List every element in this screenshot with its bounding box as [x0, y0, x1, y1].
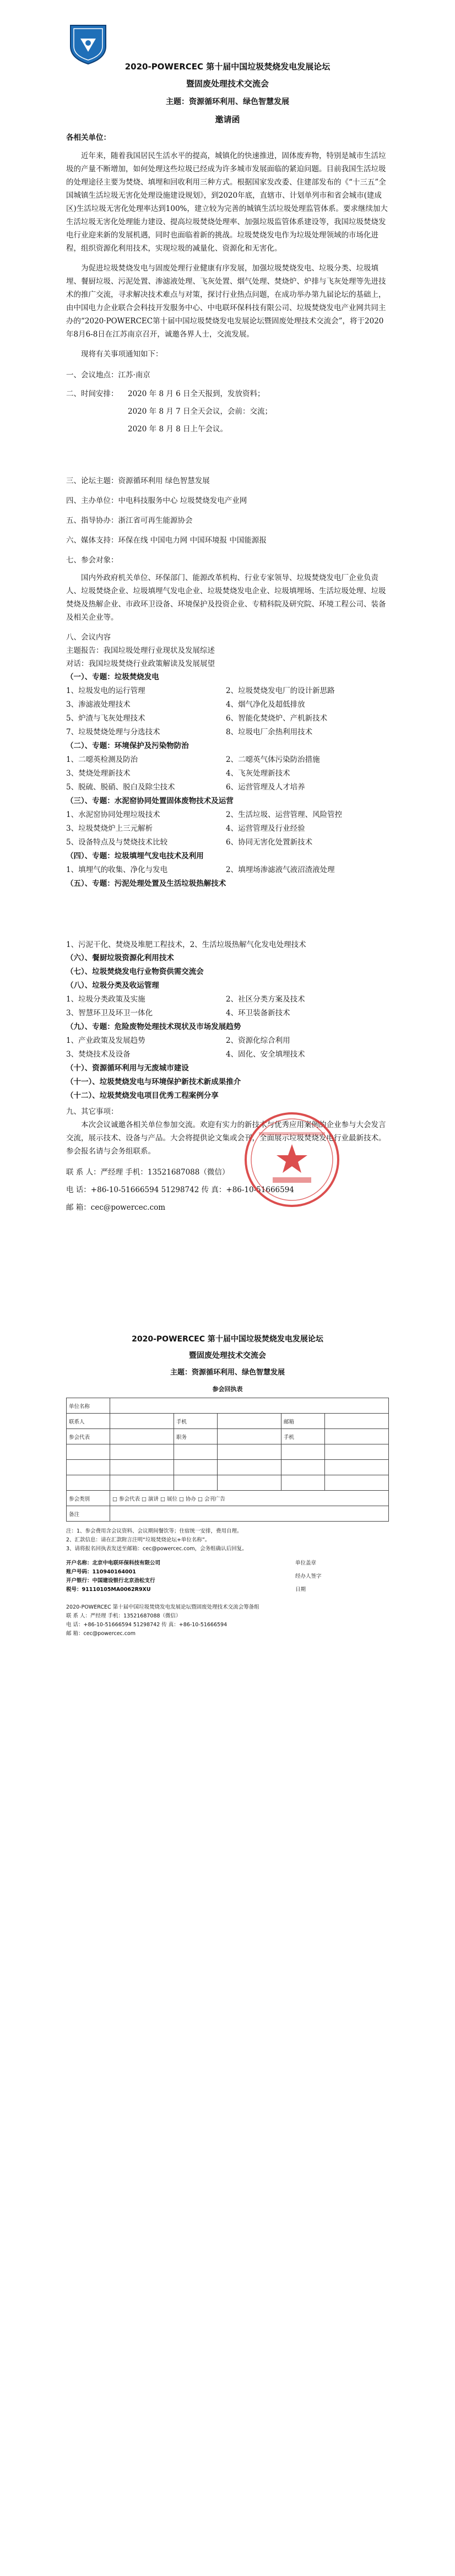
bank-account-number: 账户号码：110940164001	[66, 1569, 136, 1575]
footer-organizer: 2020-POWERCEC 第十届中国垃圾焚烧发电发展论坛暨固废处理技术交流会筹备组	[66, 1604, 259, 1610]
topic-1-item: 4、烟气净化及超低排放	[226, 700, 305, 709]
form-input-cell[interactable]	[110, 1398, 389, 1414]
form-label-cell	[281, 1475, 325, 1491]
form-input-cell[interactable]	[110, 1444, 174, 1460]
topic-1-title: （一）、专题：垃圾焚烧发电	[66, 673, 159, 681]
topic-2-item: 2、二噁英气体污染防治措施	[226, 755, 320, 764]
invitation-heading: 邀请函	[215, 115, 240, 125]
form-row	[67, 1491, 389, 1506]
form-label-cell: 职务	[174, 1429, 218, 1444]
content-label: 八、会议内容	[66, 633, 111, 642]
topic-2-title: （二）、专题：环境保护及污染物防治	[66, 742, 189, 750]
topic-9-item: 3、焚烧技术及设备	[66, 1050, 131, 1059]
topic-1-item: 3、渗滤液处理技术	[66, 700, 131, 709]
form-row	[67, 1398, 389, 1414]
topic-1-item: 5、炉渣与飞灰处理技术	[66, 714, 145, 723]
form-input-cell[interactable]	[110, 1460, 174, 1475]
form-label-cell	[281, 1460, 325, 1475]
topic-8-item: 1、垃圾分类政策及实施	[66, 995, 145, 1004]
media-support-line: 六、媒体支持：环保在线 中国电力网 中国环境报 中国能源报	[66, 536, 267, 545]
form-label-cell: 参会代表	[67, 1429, 110, 1444]
form-label-cell: 参会类别	[67, 1491, 110, 1506]
form-input-cell[interactable]	[325, 1460, 389, 1475]
meeting-time-label: 二、时间安排：	[66, 389, 118, 398]
form-input-cell[interactable]: □ 参会代表 □ 演讲 □ 展位 □ 协办 □ 会刊广告	[110, 1491, 389, 1506]
topic-4-item: 1、填埋气的收集、净化与发电	[66, 865, 168, 874]
topic-3-item: 5、设备特点及与焚烧技术比较	[66, 838, 168, 847]
form-label-cell	[174, 1460, 218, 1475]
organizers-line: 四、主办单位：中电科技服务中心 垃圾焚烧发电产业网	[66, 496, 247, 505]
form-input-cell[interactable]	[218, 1414, 281, 1429]
forum-subtitle: 暨固废处理技术交流会	[186, 79, 269, 89]
form-input-cell[interactable]	[218, 1460, 281, 1475]
tax-number: 税号：91110105MA0062R9XU	[66, 1587, 151, 1593]
topic-9-title: （九）、专题：危险废物处理技术现状及市场发展趋势	[66, 1022, 241, 1031]
sign-unit-seal: 单位盖章	[295, 1560, 317, 1566]
notice-lead: 现将有关事项通知如下：	[81, 350, 163, 359]
topic-1-item: 8、垃圾电厂余热利用技术	[226, 728, 313, 737]
footer-email[interactable]: 邮 箱：cec@powercec.com	[66, 1631, 136, 1637]
form-input-cell[interactable]	[325, 1429, 389, 1444]
audience-label: 七、参会对象：	[66, 556, 118, 565]
topic-2-item: 6、运营管理及人才培养	[226, 783, 305, 792]
form-row	[67, 1475, 389, 1491]
sign-date: 日期	[295, 1587, 306, 1593]
form-label-cell: 手机	[281, 1429, 325, 1444]
form-label-cell	[67, 1444, 110, 1460]
audience-text: 国内外政府机关单位、环保部门、能源改革机构、行业专家领导、垃圾焚烧发电厂企业负责人、垃圾焚烧企业、垃圾填埋气发电企业、垃圾焚烧发电企业、垃圾填埋场、生活垃圾处理、垃圾焚烧及热解企业、市政环卫设备、环境保护及投资企业、专精科院及研究院、环境工程公司、装备及相关企业等。	[66, 573, 386, 622]
form-input-cell[interactable]	[325, 1444, 389, 1460]
topic-1-item: 1、垃圾发电的运行管理	[66, 686, 145, 695]
form-note: 2、汇款信息：请在汇款附言注明“垃圾焚烧论坛+单位名称”。	[66, 1537, 210, 1543]
topic-3-title: （三）、专题：水泥窑协同处置固体废物技术及运营	[66, 797, 234, 805]
form-label-cell	[67, 1460, 110, 1475]
footer-phone: 电 话：+86-10-51666594 51298742 传 真：+86-10-51666594	[66, 1622, 228, 1628]
registration-forum-subtitle: 暨固废处理技术交流会	[189, 1351, 266, 1360]
topic-3-item: 4、运营管理及行业经验	[226, 824, 305, 833]
form-input-cell[interactable]	[218, 1429, 281, 1444]
forum-theme-line: 三、论坛主题：资源循环利用 绿色智慧发展	[66, 477, 210, 485]
form-note: 注：1、参会费用含会议资料、会议期间餐饮等；住宿统一安排，费用自理。	[66, 1528, 242, 1534]
meeting-place: 一、会议地点：江苏·南京	[66, 371, 150, 380]
official-seal	[242, 1110, 342, 1209]
registration-forum-theme: 主题：资源循环利用、绿色智慧发展	[170, 1368, 285, 1377]
registration-forum-title: 2020-POWERCEC 第十届中国垃圾焚烧发电发展论坛	[132, 1335, 323, 1344]
topic-4-item: 2、填埋场渗滤液气液沼渣液处理	[226, 865, 335, 874]
form-input-cell[interactable]	[325, 1414, 389, 1429]
form-label-cell: 联系人	[67, 1414, 110, 1429]
form-input-cell[interactable]	[110, 1475, 174, 1491]
topic-3-item: 3、垃圾焚烧炉上三元解析	[66, 824, 153, 833]
schedule-day-2: 2020 年 8 月 7 日全天会议，会前：交流；	[128, 407, 272, 416]
sign-handler: 经办人签字	[295, 1573, 322, 1579]
topic-2-item: 1、二噁英检测及防治	[66, 755, 138, 764]
form-row	[67, 1460, 389, 1475]
topic-8-item: 3、智慧环卫及环卫一体化	[66, 1009, 153, 1018]
contact-email[interactable]: 邮 箱：cec@powercec.com	[66, 1203, 166, 1212]
form-row	[67, 1444, 389, 1460]
topic-10-title: （十）、资源循环利用与无废城市建设	[66, 1064, 189, 1073]
schedule-day-1: 2020 年 8 月 6 日全天报到，发放资料；	[128, 389, 265, 398]
purpose-paragraph: 为促进垃圾焚烧发电与固废处理行业健康有序发展，加强垃圾焚烧发电、垃圾分类、垃圾填埋、餐厨垃圾、污泥处置、渗滤液处理、飞灰处置、烟气处理、焚烧炉、炉排与飞灰处理等先进技术的推广交流，寻求解决技术难点与对策，探讨行业热点问题，在成功举办第九届论坛的基础上，由中国电力企业联合会科技开发服务中心、中电联环保科技有限公司、垃圾焚烧发电产业网共同主办的“2020·POWERCEC第十届中国垃圾焚烧发电发展论坛暨固废处理技术交流会”，将于2020年8月6-8日在江苏南京召开，诚邀各界人士，交流发展。	[66, 264, 386, 339]
bank-account-name: 开户名称：北京中电联环保科技有限公司	[66, 1560, 161, 1566]
form-label-cell: 备注	[67, 1506, 110, 1522]
form-label-cell	[174, 1475, 218, 1491]
topic-2-item: 5、脱硫、脱硝、脱白及除尘技术	[66, 783, 175, 792]
topic-3-item: 6、协同无害化处置新技术	[226, 838, 313, 847]
form-input-cell[interactable]	[325, 1475, 389, 1491]
form-title: 参会回执表	[212, 1386, 243, 1393]
salutation: 各相关单位：	[66, 133, 111, 142]
form-label-cell: 邮箱	[281, 1414, 325, 1429]
topic-1-item: 6、智能化焚烧炉、产机新技术	[226, 714, 328, 723]
contact-phone: 电 话：+86-10-51666594 51298742 传 真：+86-10-51666594	[66, 1186, 294, 1194]
organizer-logo	[66, 22, 110, 66]
topic-8-item: 4、环卫装备新技术	[226, 1009, 290, 1018]
topic-2-item: 4、飞灰处理新技术	[226, 769, 290, 778]
form-label-cell	[174, 1444, 218, 1460]
form-input-cell[interactable]	[110, 1506, 389, 1522]
topic-9-item: 2、资源化综合利用	[226, 1036, 290, 1045]
topic-12-title: （十二）、垃圾焚烧发电项目优秀工程案例分享	[66, 1091, 219, 1100]
form-label-cell: 单位名称	[67, 1398, 110, 1414]
topic-1-item: 7、垃圾焚烧处理与分选技术	[66, 728, 160, 737]
form-input-cell[interactable]	[110, 1414, 174, 1429]
form-label-cell	[67, 1475, 110, 1491]
topic-3-item: 2、生活垃圾、运营管理、风险管控	[226, 810, 343, 819]
topic-2-item: 3、焚烧处理新技术	[66, 769, 131, 778]
registration-form	[66, 1398, 389, 1522]
topic-5-items: 1、污泥干化、焚烧及堆肥工程技术，2、生活垃圾热解气化发电处理技术	[66, 940, 306, 949]
topic-11-title: （十一）、垃圾焚烧发电与环境保护新技术新成果推介	[66, 1078, 241, 1086]
registration-page	[0, 1311, 455, 2576]
intro-paragraph: 近年来，随着我国居民生活水平的提高，城镇化的快速推进，固体废弃物，特别是城市生活垃圾的产量不断增加，如何处理这些垃圾已经成为许多城市发展面临的紧迫问题。目前我国生活垃圾的处理途径主要为焚烧、填埋和回收利用三种方式。根据国家发改委、住建部发布的《“十三五”全国城镇生活垃圾无害化处理设施建设规划》，到2020年底，直辖市、计划单列市和省会城市(建成区)生活垃圾无害化处理率达到100%，建立较为完善的城镇生活垃圾处理监管体系。要求继续加大生活垃圾无害化处理能力建设、提高垃圾焚烧处理率、加强垃圾监管体系建设等，我国垃圾焚烧发电行业迎来新的发展机遇，同时也面临着新的挑战。垃圾焚烧发电作为垃圾处理领域的市场化进程，组织资源化利用技术，实现垃圾的减量化、资源化和无害化。	[66, 151, 388, 253]
contact-person: 联 系 人：严经理 手机：13521687088（微信）	[66, 1168, 230, 1177]
form-input-cell[interactable]	[218, 1475, 281, 1491]
topic-5-title: （五）、专题：污泥处理处置及生活垃圾热解技术	[66, 879, 226, 888]
form-row	[67, 1429, 389, 1444]
bank-name: 开户银行：中国建设银行北京劲松支行	[66, 1578, 155, 1584]
forum-theme: 主题：资源循环利用、绿色智慧发展	[166, 98, 289, 106]
topic-1-item: 2、垃圾焚烧发电厂的设计新思路	[226, 686, 335, 695]
topic-9-item: 1、产业政策及发展趋势	[66, 1036, 145, 1045]
form-row	[67, 1414, 389, 1429]
form-row	[67, 1506, 389, 1522]
form-input-cell[interactable]	[110, 1429, 174, 1444]
co-organizers-line: 五、指导协办：浙江省可再生能源协会	[66, 516, 193, 525]
other-matters-text: 本次会议诚邀各相关单位参加交流。欢迎有实力的新技术与优秀应用案例的企业参与大会发言交流，展示技术、设备与产品。大会将提供论文集或会刊，全面展示垃圾焚烧发电行业最新技术。参会报名请与会务组联系。	[66, 1121, 386, 1156]
topic-4-title: （四）、专题：垃圾填埋气发电技术及利用	[66, 852, 204, 861]
form-label-cell	[281, 1444, 325, 1460]
schedule-day-3: 2020 年 8 月 8 日上午会议。	[128, 425, 228, 434]
topic-3-item: 1、水泥窑协同处理垃圾技术	[66, 810, 160, 819]
other-matters-label: 九、其它事项：	[66, 1107, 118, 1116]
topic-7-title: （七）、垃圾焚烧发电行业物资供需交流会	[66, 967, 204, 976]
form-note: 3、请将报名回执表发送至邮箱：cec@powercec.com，会务组确认后回复。	[66, 1546, 247, 1552]
main-dialogue: 对话：我国垃圾焚烧行业政策解读及发展展望	[66, 659, 215, 668]
forum-title: 2020-POWERCEC 第十届中国垃圾焚烧发电发展论坛	[124, 62, 331, 72]
topic-8-title: （八）、垃圾分类及收运管理	[66, 981, 159, 990]
topic-9-item: 4、固化、安全填埋技术	[226, 1050, 305, 1059]
form-input-cell[interactable]	[218, 1444, 281, 1460]
footer-contact: 联 系 人：严经理 手机：13521687088（微信）	[66, 1613, 181, 1619]
topic-8-item: 2、社区分类方案及技术	[226, 995, 305, 1004]
topic-6-title: （六）、餐厨垃圾资源化利用技术	[66, 954, 174, 962]
form-label-cell: 手机	[174, 1414, 218, 1429]
main-report: 主题报告：我国垃圾处理行业现状及发展综述	[66, 646, 215, 655]
